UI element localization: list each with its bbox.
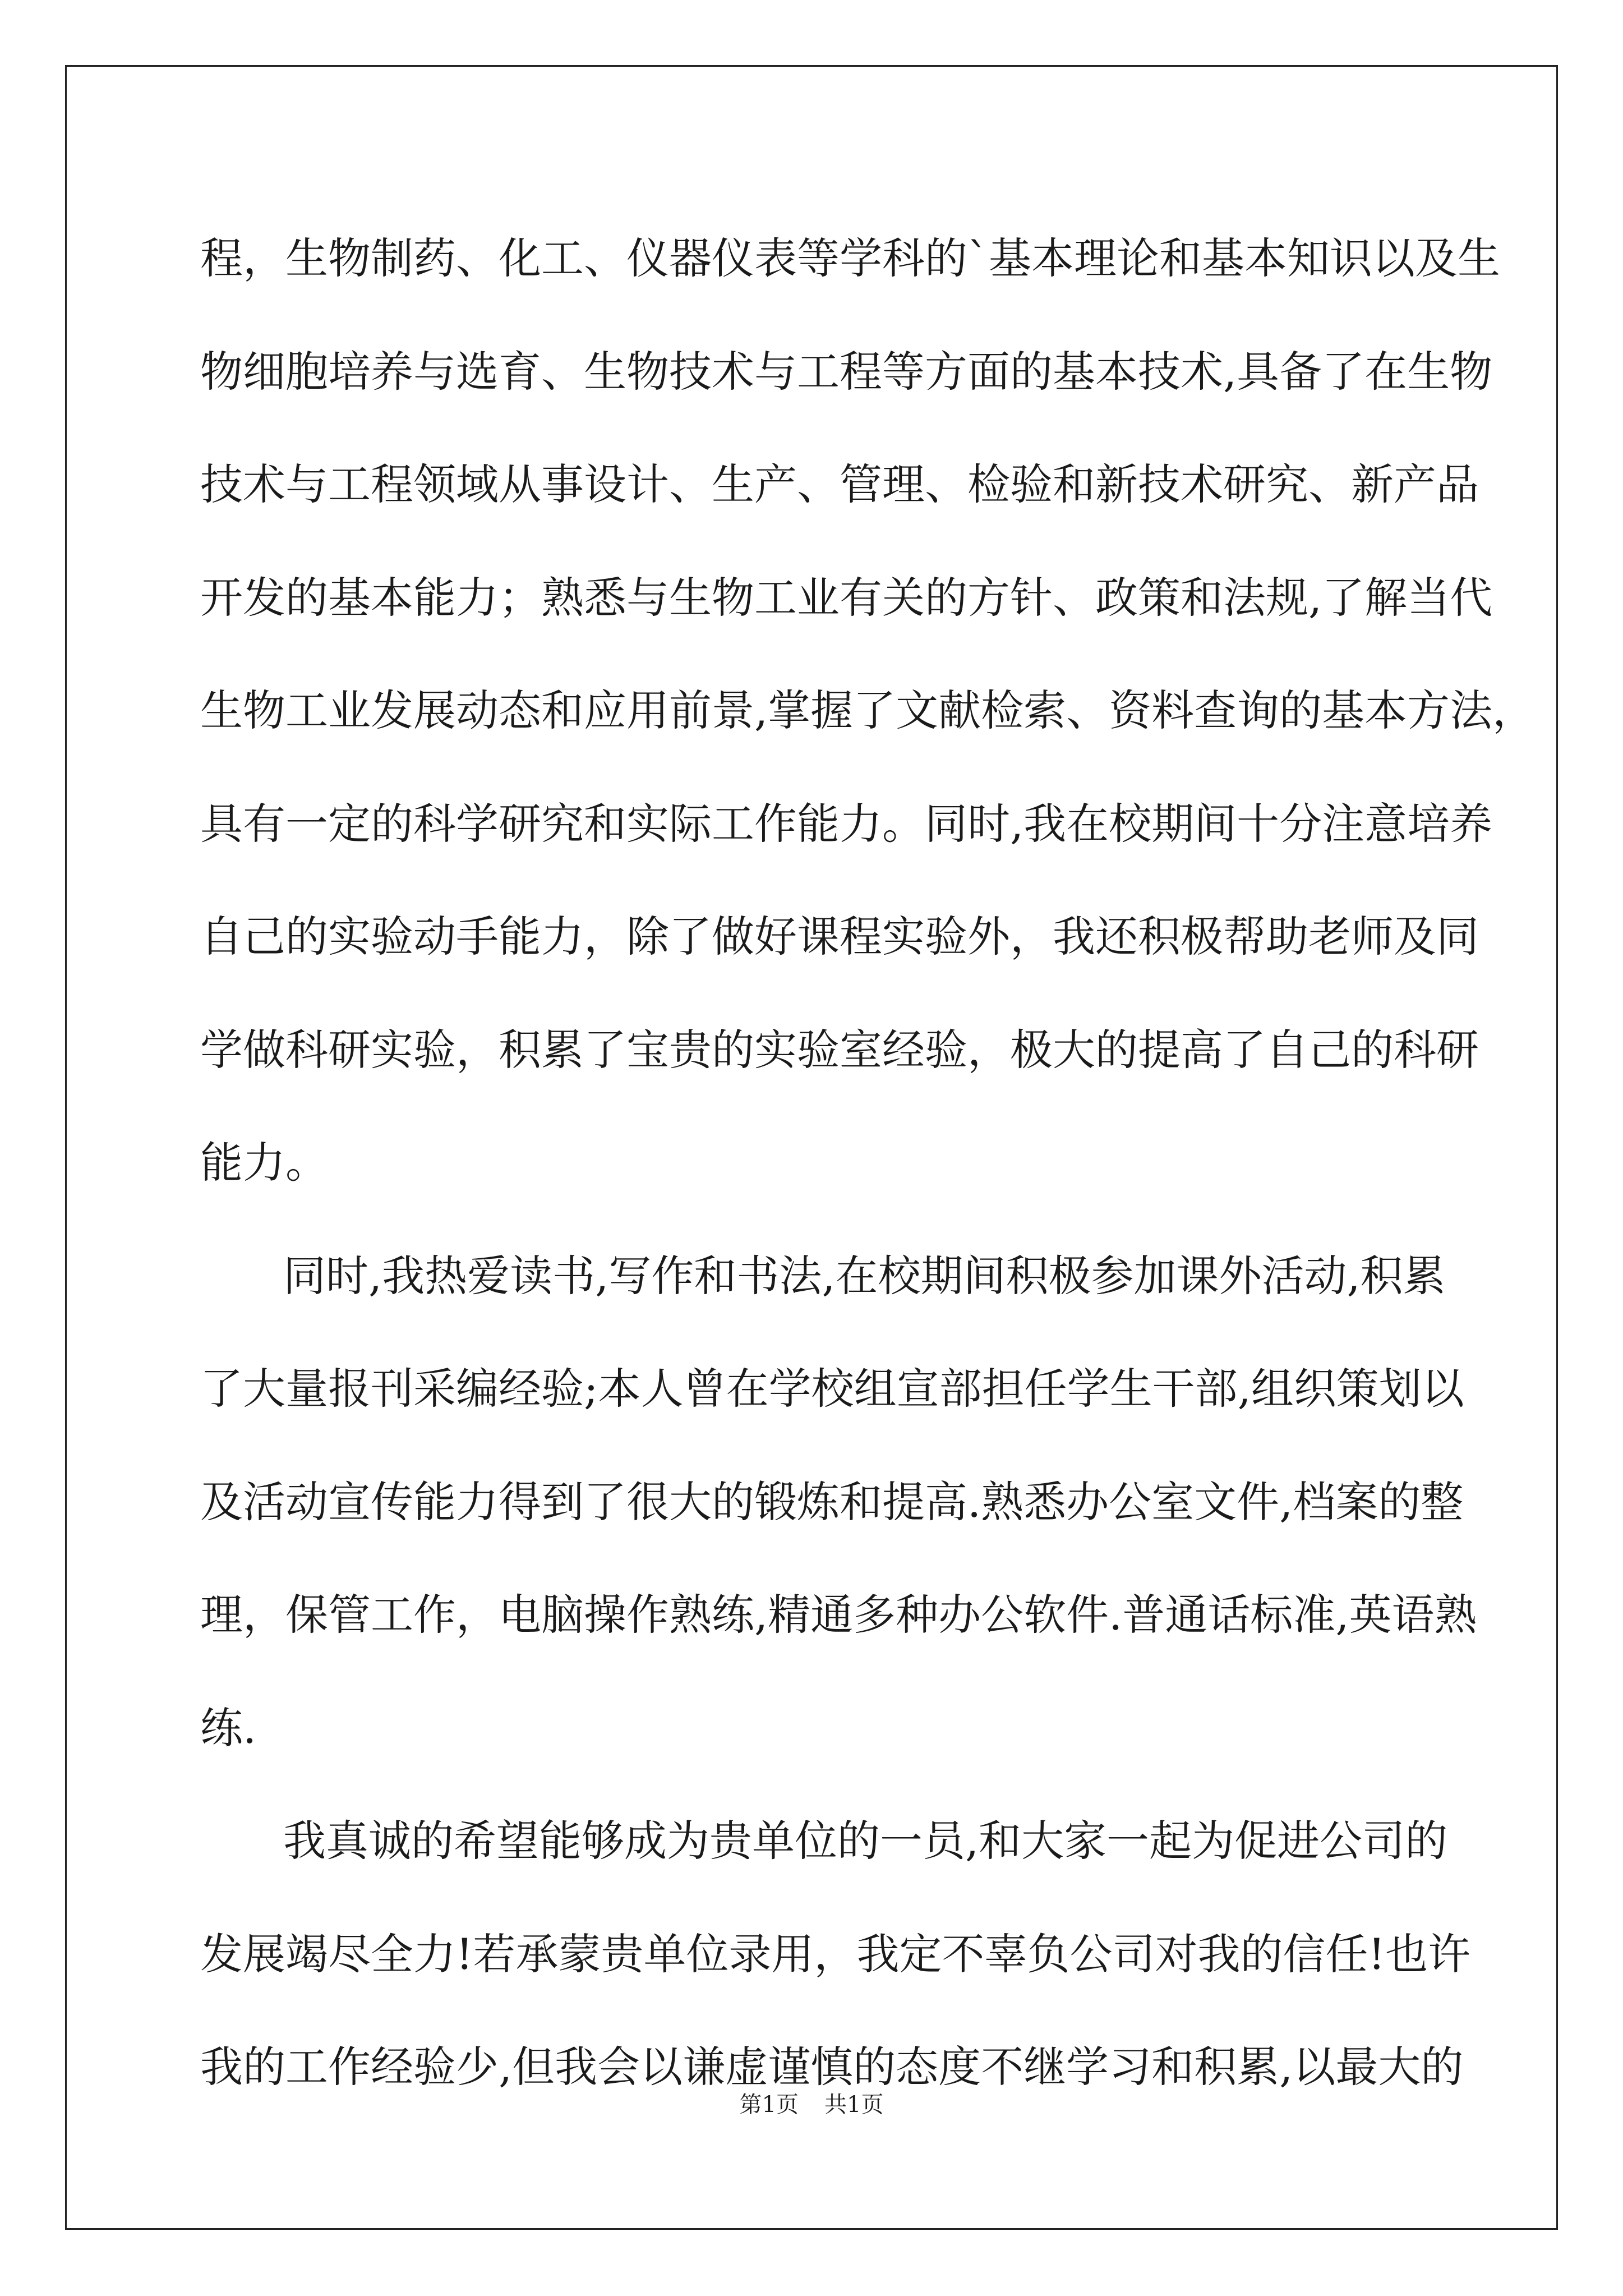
text-line: 我的工作经验少,但我会以谦虚谨慎的态度不继学习和积累,以最大的 (200, 2042, 1464, 2092)
text-line: 发展竭尽全力!若承蒙贵单位录用，我定不辜负公司对我的信任!也许 (200, 1929, 1471, 1979)
text-line: 技术与工程领域从事设计、生产、管理、检验和新技术研究、新产品 (200, 459, 1479, 509)
text-line: 学做科研实验，积累了宝贵的实验室经验，极大的提高了自己的科研 (200, 1024, 1479, 1075)
text-line: 了大量报刊采编经验;本人曾在学校组宣部担任学生干部,组织策划以 (200, 1364, 1464, 1414)
text-line: 物细胞培养与选育、生物技术与工程等方面的基本技术,具备了在生物 (200, 346, 1493, 397)
text-line: 练. (200, 1703, 257, 1753)
text-line: 具有一定的科学研究和实际工作能力。同时,我在校期间十分注意培养 (200, 798, 1493, 849)
text-line: 理，保管工作，电脑操作熟练,精通多种办公软件.普通话标准,英语熟 (200, 1590, 1477, 1640)
document-body (200, 202, 1536, 2124)
text-line: 我真诚的希望能够成为贵单位的一员,和大家一起为促进公司的 (283, 1816, 1448, 1866)
page-number: 第1页 (739, 2092, 799, 2118)
page-count: 共1页 (824, 2092, 884, 2118)
text-line: 生物工业发展动态和应用前景,掌握了文献检索、资料查询的基本方法， (200, 685, 1536, 735)
text-line: 自己的实验动手能力，除了做好课程实验外，我还积极帮助老师及同 (200, 912, 1479, 961)
text-line: 同时,我热爱读书,写作和书法,在校期间积极参加课外活动,积累 (283, 1250, 1446, 1301)
page-footer (0, 2088, 1623, 2122)
text-line: 及活动宣传能力得到了很大的锻炼和提高.熟悉办公室文件,档案的整 (200, 1476, 1464, 1527)
text-line: 能力。 (200, 1138, 328, 1188)
text-line: 程，生物制药、化工、仪器仪表等学科的`基本理论和基本知识以及生 (200, 233, 1500, 283)
text-line: 开发的基本能力；熟悉与生物工业有关的方针、政策和法规,了解当代 (200, 572, 1493, 623)
